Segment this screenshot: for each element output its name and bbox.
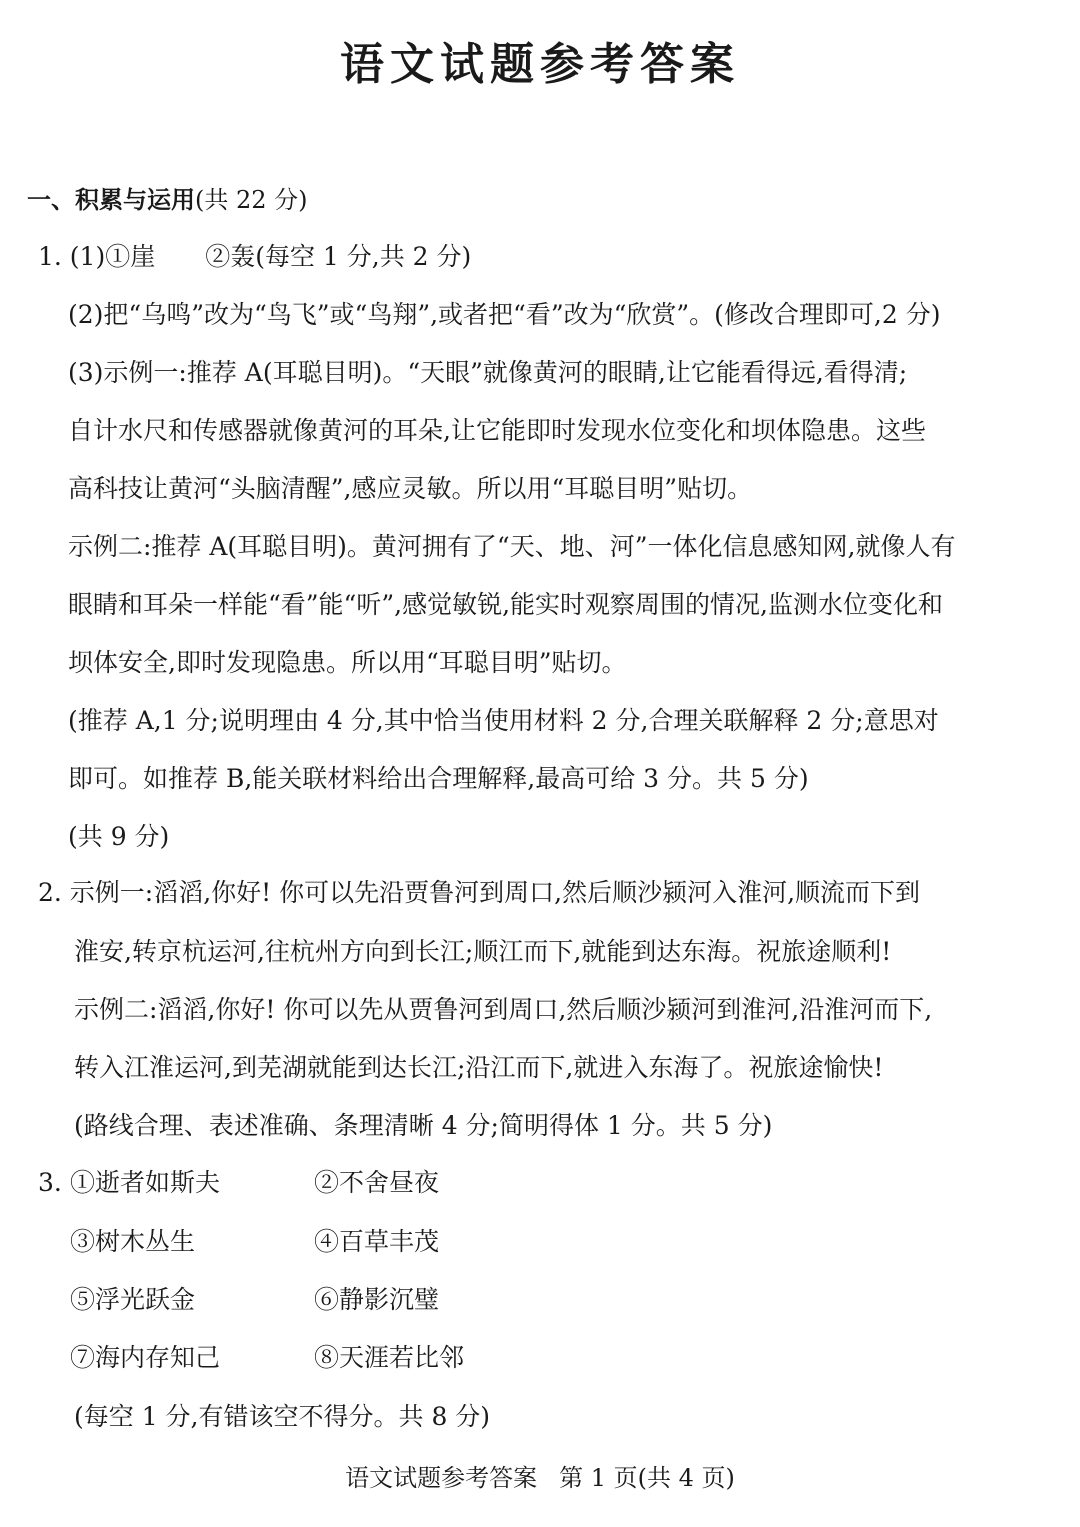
q2-line-1: 2. 示例一:滔滔,你好! 你可以先沿贾鲁河到周口,然后顺沙颍河入淮河,顺流而下到 [38, 878, 921, 907]
q3-answer-7: ⑦海内存知己 [70, 1343, 221, 1372]
q2-line-3: 示例二:滔滔,你好! 你可以先从贾鲁河到周口,然后顺沙颍河到淮河,沿淮河而下, [74, 995, 933, 1024]
q3-answer-1: ①逝者如斯夫 [70, 1168, 221, 1197]
q3-scoring-note: (每空 1 分,有错该空不得分。共 8 分) [74, 1402, 491, 1431]
q1-line-3: (3)示例一:推荐 A(耳聪目明)。“天眼”就像黄河的眼睛,让它能看得远,看得清; [68, 358, 908, 387]
q1-line-5: 高科技让黄河“头脑清醒”,感应灵敏。所以用“耳聪目明”贴切。 [68, 474, 753, 503]
q1-line-10: 即可。如推荐 B,能关联材料给出合理解释,最高可给 3 分。共 5 分) [68, 764, 809, 793]
q1-total: (共 9 分) [68, 822, 170, 851]
q1-line-2: (2)把“乌鸣”改为“鸟飞”或“鸟翔”,或者把“看”改为“欣赏”。(修改合理即可,2 分) [68, 300, 941, 329]
q3-answer-8: ⑧天涯若比邻 [314, 1343, 465, 1372]
section-points: (共 22 分) [195, 186, 308, 214]
q2-line-4: 转入江淮运河,到芜湖就能到达长江;沿江而下,就进入东海了。祝旅途愉快! [74, 1053, 884, 1082]
q1-line-8: 坝体安全,即时发现隐患。所以用“耳聪目明”贴切。 [68, 648, 627, 677]
q3-answer-2: ②不舍昼夜 [314, 1168, 440, 1197]
q3-answer-4: ④百草丰茂 [314, 1227, 440, 1256]
section-heading-text: 一、积累与运用 [27, 186, 195, 214]
q1-line-6: 示例二:推荐 A(耳聪目明)。黄河拥有了“天、地、河”一体化信息感知网,就像人有 [68, 532, 956, 561]
q2-line-2: 淮安,转京杭运河,往杭州方向到长江;顺江而下,就能到达东海。祝旅途顺利! [74, 937, 892, 966]
q1-line-9: (推荐 A,1 分;说明理由 4 分,其中恰当使用材料 2 分,合理关联解释 2 分;意思对 [68, 706, 939, 735]
q1-line-4: 自计水尺和传感器就像黄河的耳朵,让它能即时发现水位变化和坝体隐患。这些 [68, 416, 926, 445]
q3-answer-6: ⑥静影沉璧 [314, 1285, 440, 1314]
q1-line-1: 1. (1)①崖 ②轰(每空 1 分,共 2 分) [38, 242, 472, 271]
section-heading [27, 183, 308, 217]
q2-scoring-note: (路线合理、表述准确、条理清晰 4 分;简明得体 1 分。共 5 分) [74, 1111, 773, 1140]
q1-line-7: 眼睛和耳朵一样能“看”能“听”,感觉敏锐,能实时观察周围的情况,监测水位变化和 [68, 590, 943, 619]
page-title: 语文试题参考答案 [340, 39, 740, 90]
q3-answer-5: ⑤浮光跃金 [70, 1285, 196, 1314]
q3-answer-3: ③树木丛生 [70, 1227, 196, 1256]
page-footer [0, 1462, 1080, 1494]
footer-page-info: 第 1 页(共 4 页) [559, 1464, 735, 1492]
q3-number: 3. [38, 1168, 62, 1197]
footer-doc-title: 语文试题参考答案 [345, 1464, 538, 1492]
